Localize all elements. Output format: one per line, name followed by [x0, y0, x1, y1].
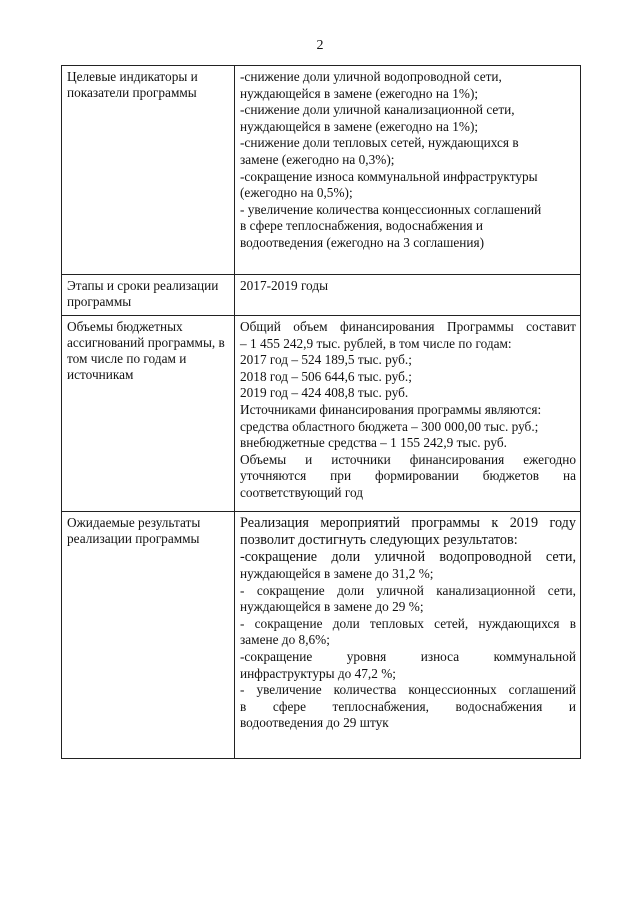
text-line: инфраструктуры до 47,2 %;: [240, 665, 396, 681]
table-row: [62, 316, 581, 512]
text-line: - сокращение доли тепловых сетей, нуждающихся в: [240, 615, 576, 631]
text-line: замене (ежегодно на 0,3%);: [240, 151, 395, 167]
text-line: -сокращение уровня износа коммунальной: [240, 648, 576, 664]
text-line: внебюджетные средства – 1 155 242,9 тыс. руб.: [240, 435, 507, 451]
row-label: Объемы бюджетных ассигнований программы, в том числе по годам и источникам: [62, 316, 235, 512]
row-value: [235, 66, 581, 275]
table-row: [62, 275, 581, 316]
text-line: замене до 8,6%;: [240, 632, 330, 648]
program-passport-table: [61, 65, 581, 759]
row-value: [235, 316, 581, 512]
text-line: Объемы и источники финансирования ежегодно: [240, 451, 576, 467]
text-line: 2017 год – 524 189,5 тыс. руб.;: [240, 352, 412, 368]
text-line: в сфере теплоснабжения, водоснабжения и: [240, 218, 484, 234]
table-row: [62, 512, 581, 759]
text-line: уточняются при формировании бюджетов на: [240, 468, 576, 484]
text-line: -сокращение износа коммунальной инфраструктуры: [240, 168, 538, 184]
text-line: нуждающейся в замене до 29 %;: [240, 599, 424, 615]
table-row: [62, 66, 581, 275]
text-line: -снижение доли тепловых сетей, нуждающихся в: [240, 135, 519, 151]
text-line: позволит достигнуть следующих результатов:: [240, 532, 518, 548]
row-label: Целевые индикаторы и показатели программы: [62, 66, 235, 275]
row-label: Ожидаемые результаты реализации программы: [62, 512, 235, 759]
text-line: 2017-2019 годы: [240, 278, 329, 293]
text-line: водоотведения до 29 штук: [240, 715, 389, 731]
text-line: (ежегодно на 0,5%);: [240, 185, 353, 201]
text-line: нуждающейся в замене (ежегодно на 1%);: [240, 118, 479, 134]
text-line: Источниками финансирования программы являются:: [240, 401, 542, 417]
text-line: средства областного бюджета – 300 000,00 тыс. руб.;: [240, 418, 539, 434]
text-line: - увеличение количества концессионных соглашений: [240, 201, 542, 217]
text-line: нуждающейся в замене (ежегодно на 1%);: [240, 85, 479, 101]
page-number: 2: [316, 38, 324, 53]
row-label: Этапы и сроки реализации программы: [62, 275, 235, 316]
row-value: [235, 512, 581, 759]
text-line: -снижение доли уличной канализационной сети,: [240, 102, 515, 118]
text-line: в сфере теплоснабжения, водоснабжения и: [240, 698, 576, 714]
text-line: нуждающейся в замене до 31,2 %;: [240, 566, 434, 581]
text-line: Реализация мероприятий программы к 2019 году: [240, 515, 576, 531]
text-line: водоотведения (ежегодно на 3 соглашения): [240, 234, 484, 250]
row-value: [235, 275, 581, 316]
text-line: – 1 455 242,9 тыс. рублей, в том числе по годам:: [240, 335, 512, 351]
text-line: 2019 год – 424 408,8 тыс. руб.: [240, 385, 409, 401]
text-line: - сокращение доли уличной канализационной сети,: [240, 582, 576, 598]
text-line: - увеличение количества концессионных соглашений: [240, 682, 576, 698]
text-line: -сокращение доли уличной водопроводной сети,: [240, 549, 576, 565]
text-line: 2018 год – 506 644,6 тыс. руб.;: [240, 368, 412, 384]
text-line: соответствующий год: [240, 484, 363, 500]
text-line: Общий объем финансирования Программы составит: [240, 319, 576, 334]
text-line: -снижение доли уличной водопроводной сети,: [240, 69, 502, 84]
